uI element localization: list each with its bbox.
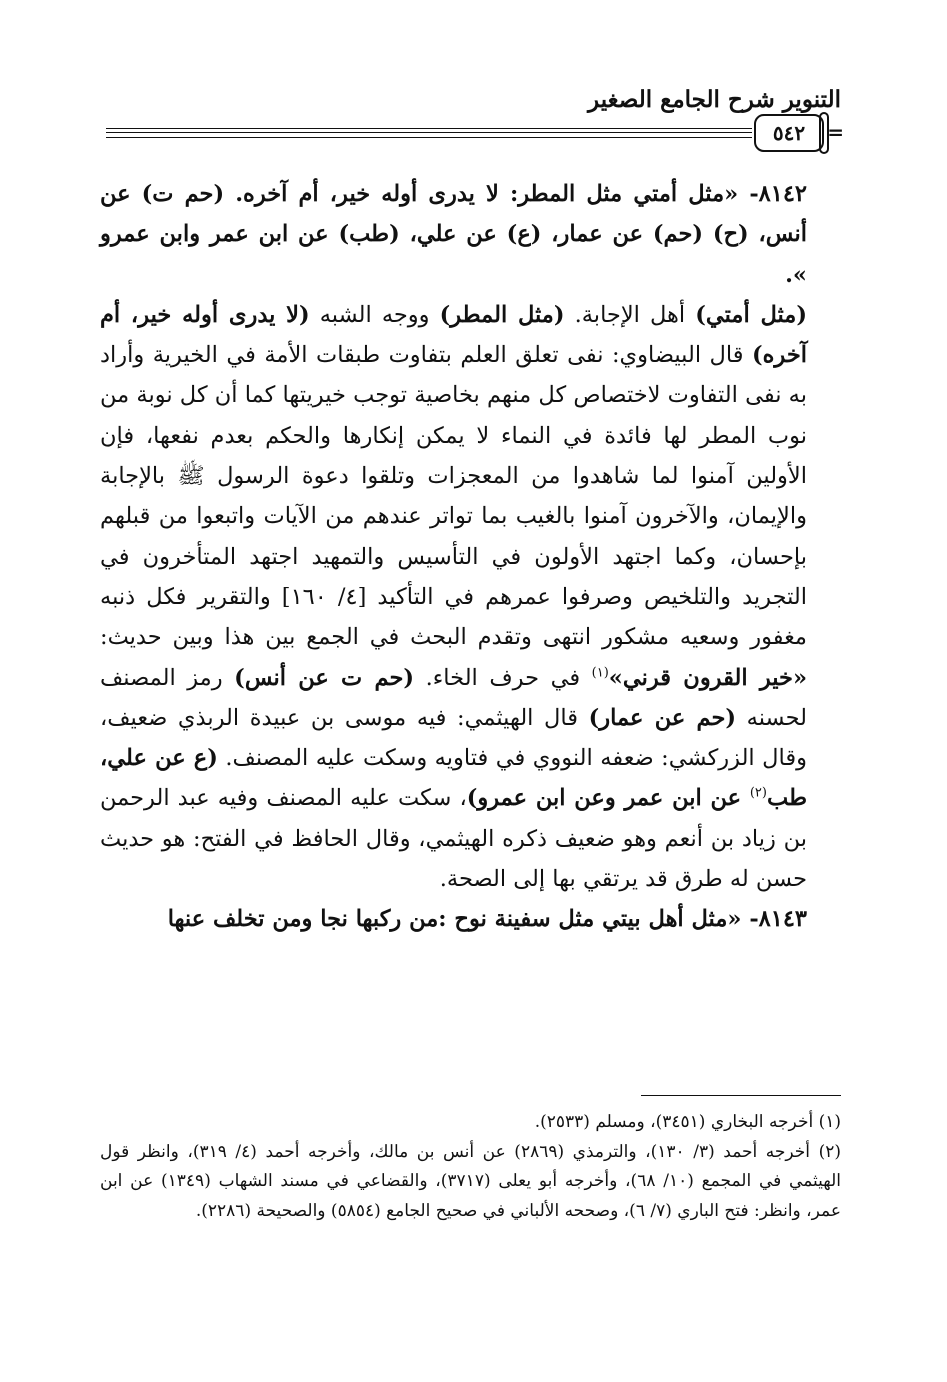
footnote-marker: (٢) — [818, 1141, 841, 1162]
commentary-paragraph — [100, 295, 841, 899]
running-title: التنوير شرح الجامع الصغير — [588, 86, 841, 113]
footnote-text: أخرجه البخاري (٣٤٥١)، ومسلم (٢٥٣٣). — [534, 1112, 819, 1132]
page-number: ٥٤٢ — [754, 114, 824, 152]
hadith-text: «مثل أمتي مثل المطر: لا يدرى أوله خير، أم آخره. (حم ت) عن أنس، (ح) (حم) عن عمار، (ع) عن علي، (طب) عن ابن عمر وابن عمرو ». — [100, 181, 807, 288]
footnote-marker: (١) — [818, 1112, 841, 1132]
lemma: (لا يدرى أوله خير، أم آخره) — [100, 301, 807, 369]
commentary-text: في حرف الخاء. — [414, 664, 592, 691]
footnote-text: أخرجه أحمد (٣/ ١٣٠)، والترمذي (٢٨٦٩) عن أنس بن مالك، وأخرجه أحمد (٤/ ٣١٩)، وانظر قول الهيثمي في المجمع (١٠/ ٦٨)، وأخرجه أبو يعلى (٣٧١٧)، والقضاعي في مسند الشهاب (١٣٤٩) عن ابن عمر، وانظر: فتح الباري (٧/ ٦)، وصححه الألباني في صحيح الجامع (٥٨٥٤) والصحيحة (٢٢٨٦). — [100, 1141, 842, 1221]
header-rule — [106, 128, 752, 138]
footnote-rule — [641, 1095, 841, 1096]
quoted-hadith: «خير القرون قرني» — [608, 664, 808, 691]
hadith-8143 — [100, 899, 841, 939]
hadith-number: ٨١٤٢- — [749, 181, 807, 207]
footnote-ref[interactable]: (١) — [591, 665, 609, 681]
footnote-1 — [100, 1108, 841, 1138]
lemma: (حم ت عن أنس) — [234, 664, 415, 691]
lemma: (مثل المطر) — [439, 301, 565, 328]
commentary-text: قال البيضاوي: نفى تعلق العلم بتفاوت طبقات الأمة في الخيرية وأراد به نفى التفاوت لاختصاص كل منهم بخاصية توجب خيريتها كما أن كل نوبة من نوب المطر لها فائدة في النماء لا يمكن إنكارها والحكم بعدم نفعها، فإن الأولين آمنوا لما شاهدوا من المعجزات وتلقوا دعوة الرسول ﷺ بالإجابة والإيمان، والآخرون آمنوا بالغيب بما تواتر عندهم من الآيات واتبعوا من قبلهم بإحسان، وكما اجتهد الأولون في التأسيس والتمهيد اجتهد المتأخرون في التجريد والتلخيص وصرفوا عمرهم في التأكيد [٤/ ١٦٠] والتقرير فكل ذنبه مغفور وسعيه مشكور انتهى وتقدم البحث في الجمع بين هذا وبين حديث: — [100, 342, 808, 651]
commentary-text: قال الهيثمي: فيه موسى بن عبيدة الربذي ضعيف، وقال الزركشي: ضعفه النووي في فتاويه وسكت عليه المصنف. — [100, 704, 807, 772]
lemma: عن ابن عمر وعن ابن عمرو) — [466, 785, 750, 812]
footnote-2 — [100, 1138, 841, 1227]
hadith-text: «مثل أهل بيتي مثل سفينة نوح :من ركبها نجا ومن تخلف عنها — [167, 906, 750, 933]
header-rule-inner — [106, 132, 752, 133]
hadith-number: ٨١٤٣- — [749, 906, 807, 933]
edge-mark: = — [827, 120, 844, 144]
lemma: (ع عن علي، طب — [100, 745, 807, 812]
lemma: (مثل أمتي) — [695, 301, 807, 328]
commentary-text: ، سكت عليه المصنف وفيه عبد الرحمن بن زياد بن أنعم وهو ضعيف ذكره الهيثمي، وقال الحافظ في الفتح: هو حديث حسن له طرق قد يرتقي بها إلى الصحة. — [100, 785, 807, 893]
footnote-ref[interactable]: (٢) — [749, 785, 767, 801]
commentary-text: ووجه الشبه — [309, 301, 440, 328]
hadith-8142 — [100, 174, 841, 295]
commentary-text: أهل الإجابة. — [564, 301, 696, 328]
commentary-text: رمز المصنف لحسنه — [100, 664, 807, 731]
main-text — [100, 174, 841, 940]
lemma: (حم عن عمار) — [588, 704, 737, 731]
footnotes — [100, 1108, 841, 1226]
